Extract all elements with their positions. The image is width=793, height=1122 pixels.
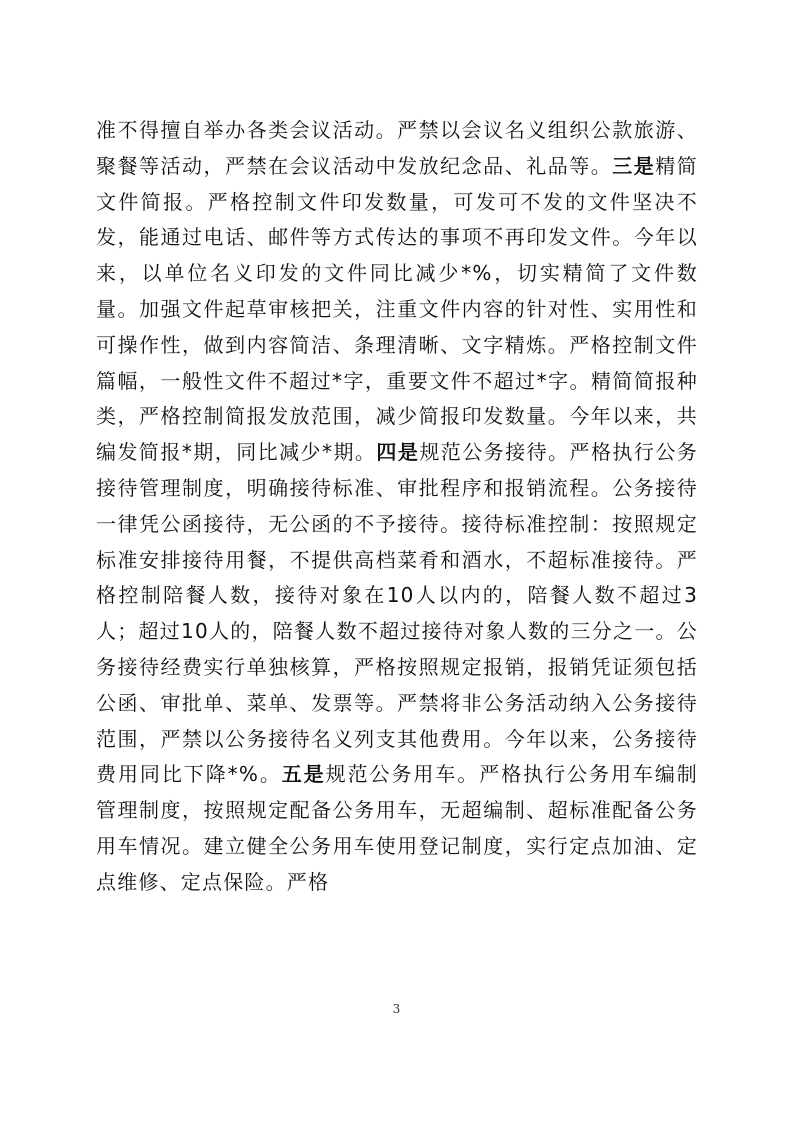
heading-marker-5: 五是 <box>281 762 326 787</box>
text-segment-2: 精简文件简报。严格控制文件印发数量，可发可不发的文件坚决不发，能通过电话、邮件等方式传达的事项不再印发文件。今年以来，以单位名义印发的文件同比减少*%，切实精简了文件数量。加强文件起草审核把关，注重文件内容的针对性、实用性和可操作性，做到内容简洁、条理清晰、文字精炼。严格控制文件篇幅，一般性文件不超过*字，重要文件不超过*字。精简简报种类，严格控制简报发放范围，减少简报印发数量。今年以来，共编发简报*期，同比减少*期。 <box>96 153 698 465</box>
body-paragraph <box>96 113 698 901</box>
heading-marker-3: 三是 <box>612 153 656 178</box>
text-segment-1: 准不得擅自举办各类会议活动。严禁以会议名义组织公款旅游、聚餐等活动，严禁在会议活动中发放纪念品、礼品等。 <box>96 118 698 178</box>
text-segment-3: 规范公务接待。严格执行公务接待管理制度，明确接待标准、审批程序和报销流程。公务接待一律凭公函接待，无公函的不予接待。接待标准控制：按照规定标准安排接待用餐，不提供高档菜肴和酒水，不超标准接待。严格控制陪餐人数，接待对象在10人以内的，陪餐人数不超过3人；超过10人的，陪餐人数不超过接待对象人数的三分之一。公务接待经费实行单独核算，严格按照规定报销，报销凭证须包括公函、审批单、菜单、发票等。严禁将非公务活动纳入公务接待范围，严禁以公务接待名义列支其他费用。今年以来，公务接待费用同比下降*%。 <box>96 440 698 787</box>
heading-marker-4: 四是 <box>376 440 420 465</box>
text-segment-4: 规范公务用车。严格执行公务用车编制管理制度，按照规定配备公务用车，无超编制、超标准配备公务用车情况。建立健全公务用车使用登记制度，实行定点加油、定点维修、定点保险。严格 <box>96 762 698 894</box>
page-number: 3 <box>392 1002 401 1016</box>
